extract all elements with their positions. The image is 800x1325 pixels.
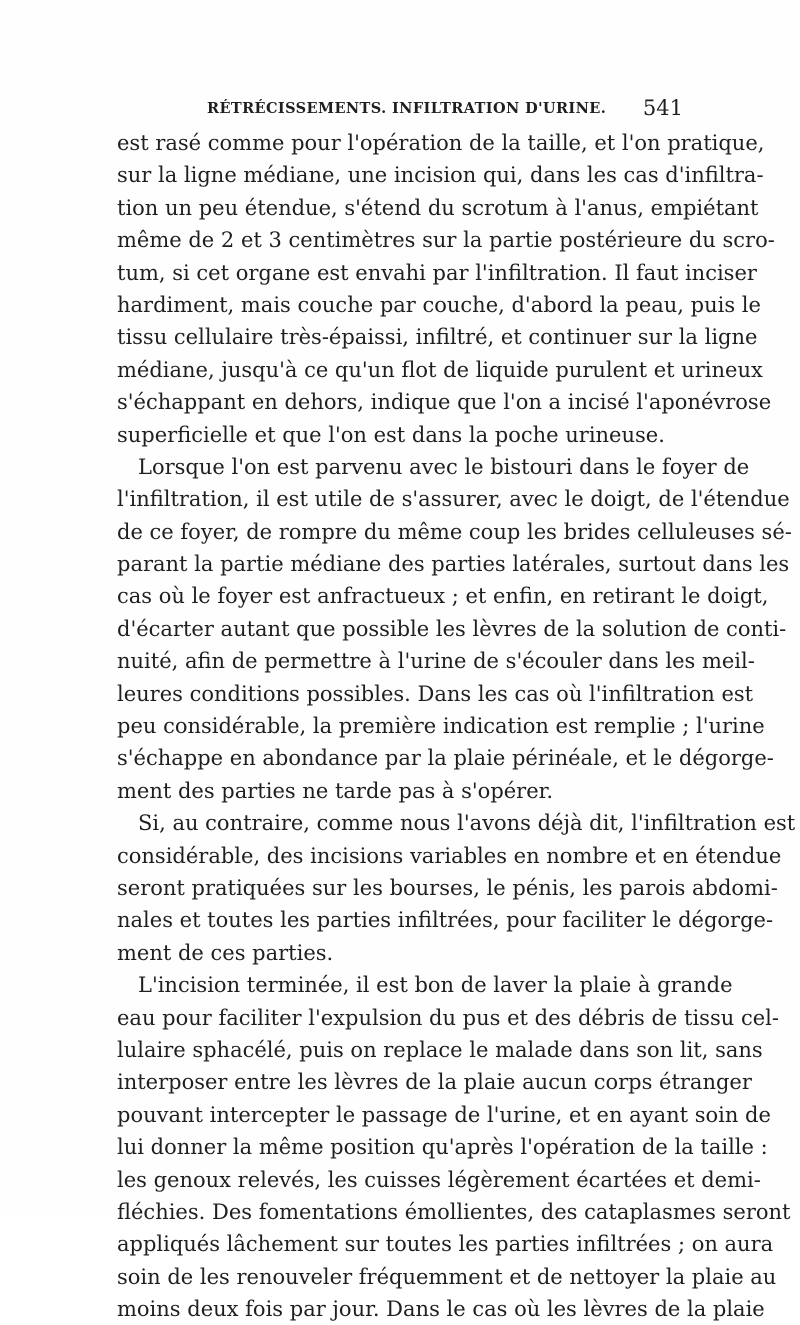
text-line: fléchies. Des fomentations émollientes, des cataplasmes seront [117,1199,791,1224]
text-line: ment de ces parties. [117,940,334,965]
text-line: soin de les renouveler fréquemment et de nettoyer la plaie au [117,1264,777,1289]
text-line: seront pratiquées sur les bourses, le pénis, les parois abdomi- [117,875,778,900]
text-line: même de 2 et 3 centimètres sur la partie postérieure du scro- [117,228,775,253]
body-text [117,127,796,1325]
text-line: tion un peu étendue, s'étend du scrotum à l'anus, empiétant [117,195,759,220]
running-head [117,96,683,124]
text-line: tum, si cet organe est envahi par l'infiltration. Il faut inciser [117,260,757,285]
text-line: lulaire sphacélé, puis on replace le malade dans son lit, sans [117,1037,763,1062]
text-line: de ce foyer, de rompre du même coup les brides celluleuses sé- [117,519,792,544]
text-line: appliqués lâchement sur toutes les parties infiltrées ; on aura [117,1232,774,1257]
text-line: cas où le foyer est anfractueux ; et enfin, en retirant le doigt, [117,584,769,609]
running-title: RÉTRÉCISSEMENTS. INFILTRATION D'URINE. [207,100,607,117]
text-line: médiane, jusqu'à ce qu'un flot de liquide purulent et urineux [117,357,763,382]
text-line: ment des parties ne tarde pas à s'opérer. [117,778,554,803]
text-line: l'infiltration, il est utile de s'assurer, avec le doigt, de l'étendue [117,487,790,512]
text-line: nuité, afin de permettre à l'urine de s'écouler dans les meil- [117,649,755,674]
text-line: nales et toutes les parties infiltrées, pour faciliter le dégorge- [117,908,774,933]
text-line: moins deux fois par jour. Dans le cas où les lèvres de la plaie [117,1297,765,1322]
text-line: L'incision terminée, il est bon de laver la plaie à grande [138,973,733,998]
text-line: parant la partie médiane des parties latérales, surtout dans les [117,552,790,577]
text-line: considérable, des incisions variables en nombre et en étendue [117,843,782,868]
text-line: tissu cellulaire très-épaissi, infiltré, et continuer sur la ligne [117,325,758,350]
text-line: interposer entre les lèvres de la plaie aucun corps étranger [117,1070,752,1095]
text-line: d'écarter autant que possible les lèvres de la solution de conti- [117,616,787,641]
text-line: superficielle et que l'on est dans la poche urineuse. [117,422,665,447]
text-line: hardiment, mais couche par couche, d'abord la peau, puis le [117,292,761,317]
page-number: 541 [642,96,683,120]
text-line: Lorsque l'on est parvenu avec le bistouri dans le foyer de [138,454,750,479]
text-line: s'échappe en abondance par la plaie périnéale, et le dégorge- [117,746,774,771]
text-line: est rasé comme pour l'opération de la taille, et l'on pratique, [117,131,765,155]
text-line: s'échappant en dehors, indique que l'on a incisé l'aponévrose [117,390,772,415]
text-line: lui donner la même position qu'après l'opération de la taille : [117,1135,768,1160]
text-line: sur la ligne médiane, une incision qui, dans les cas d'infiltra- [117,163,764,188]
text-line: eau pour faciliter l'expulsion du pus et des débris de tissu cel- [117,1005,779,1030]
text-line: peu considérable, la première indication est remplie ; l'urine [117,714,765,739]
text-line: les genoux relevés, les cuisses légèrement écartées et demi- [117,1167,761,1192]
text-line: leures conditions possibles. Dans les cas où l'infiltration est [117,681,754,706]
text-line: pouvant intercepter le passage de l'urine, et en ayant soin de [117,1102,771,1127]
text-line: Si, au contraire, comme nous l'avons déjà dit, l'infiltration est [138,811,796,836]
